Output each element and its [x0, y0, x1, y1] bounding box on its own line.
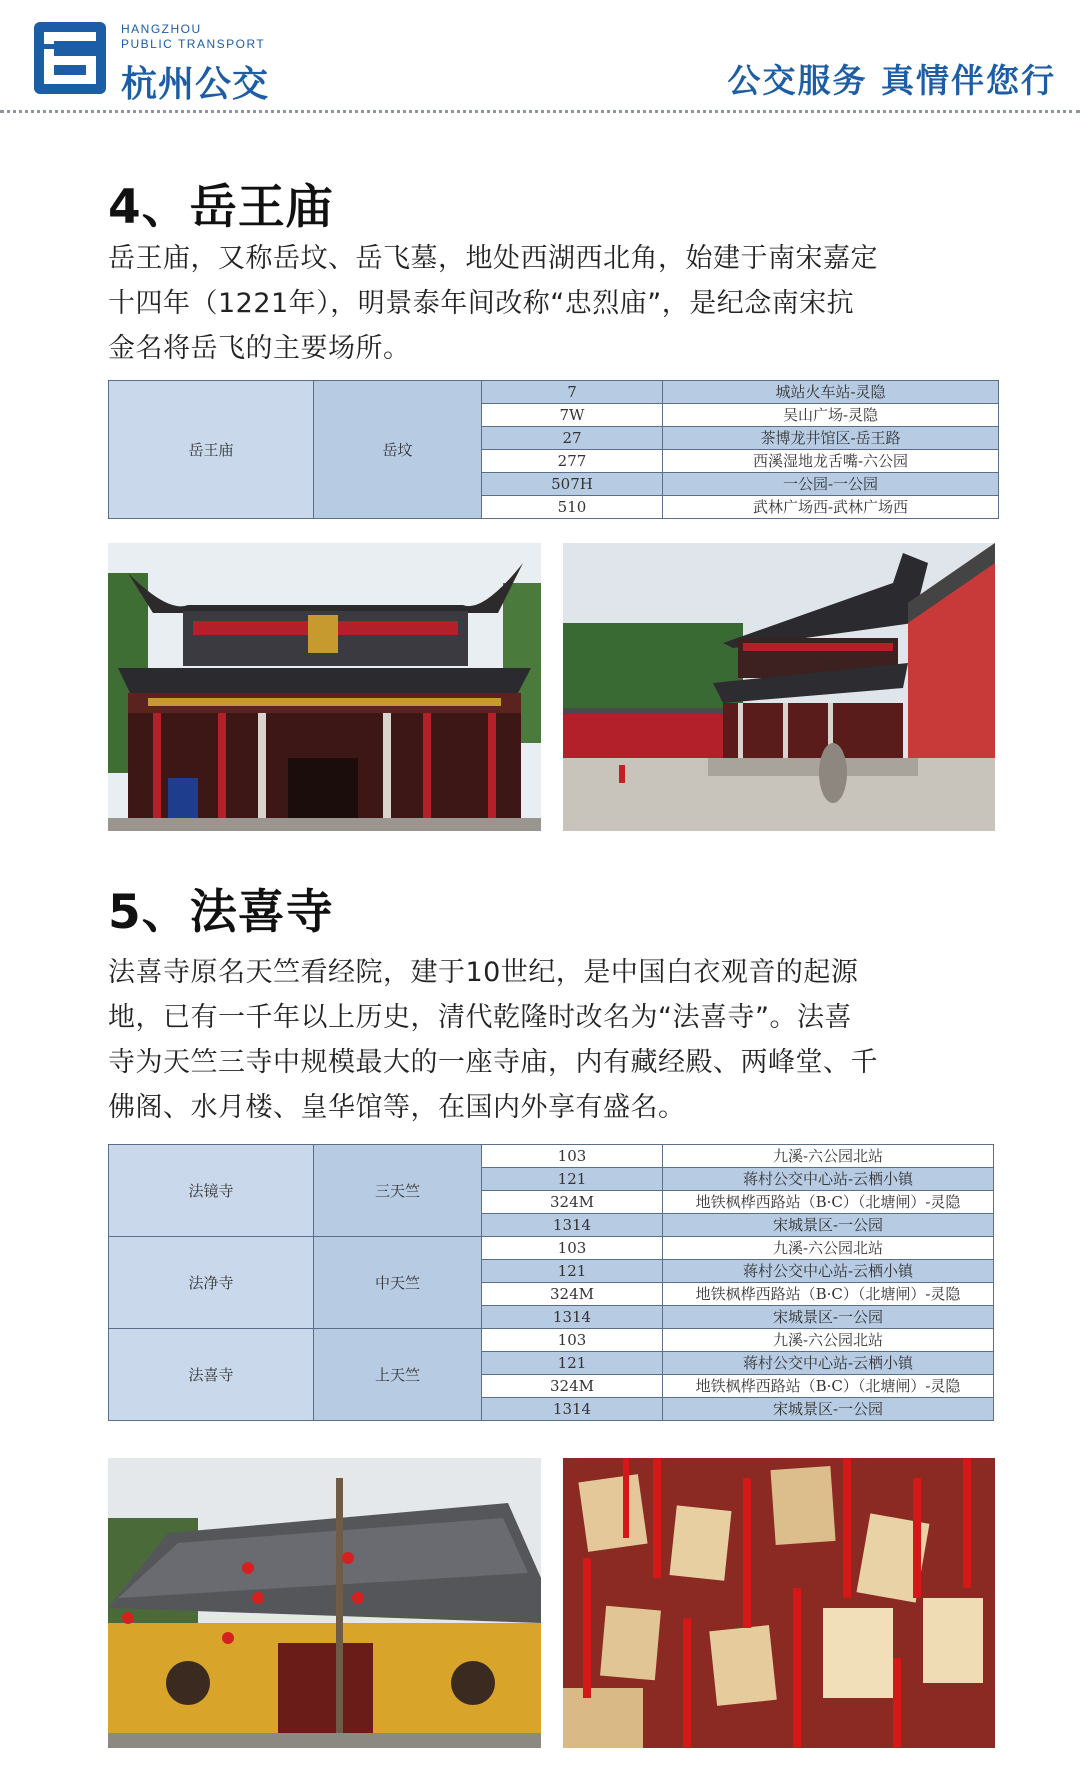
section-title-yuewang: 4、岳王庙: [108, 180, 334, 235]
section-desc-yuewang: [108, 236, 978, 371]
route-number: 103: [482, 1329, 663, 1352]
route-destination: 宋城景区-一公园: [663, 1306, 994, 1329]
photo-yuewang-hall: [563, 543, 995, 831]
photo-yuewang-gate: [108, 543, 541, 831]
desc-line: 岳王庙，又称岳坟、岳飞墓，地处西湖西北角，始建于南宋嘉定: [108, 243, 878, 274]
route-destination: 一公园-一公园: [663, 473, 999, 496]
route-number: 121: [482, 1260, 663, 1283]
route-number: 121: [482, 1168, 663, 1191]
route-table-faxi: [108, 1144, 994, 1421]
logo-en-line2: PUBLIC TRANSPORT: [121, 37, 266, 51]
section-title-faxi: 5、法喜寺: [108, 885, 334, 940]
route-destination: 宋城景区-一公园: [663, 1398, 994, 1421]
desc-line: 金名将岳飞的主要场所。: [108, 333, 411, 364]
route-number: 324M: [482, 1375, 663, 1398]
route-destination: 地铁枫桦西路站（B·C）（北塘闸）-灵隐: [663, 1283, 994, 1306]
stop-cell: 岳坟: [314, 381, 482, 519]
place-cell: 法镜寺: [109, 1145, 314, 1237]
table-row: [109, 1329, 994, 1352]
route-number: 103: [482, 1145, 663, 1168]
desc-line: 地，已有一千年以上历史，清代乾隆时改名为“法喜寺”。法喜: [108, 1002, 852, 1033]
table-row: [109, 1237, 994, 1260]
route-number: 324M: [482, 1191, 663, 1214]
header-divider: [0, 110, 1080, 113]
table-row: [109, 1145, 994, 1168]
logo-chinese: 杭州公交: [121, 64, 270, 105]
route-number: 1314: [482, 1398, 663, 1421]
route-destination: 九溪-六公园北站: [663, 1145, 994, 1168]
route-number: 7W: [482, 404, 663, 427]
route-destination: 地铁枫桦西路站（B·C）（北塘闸）-灵隐: [663, 1191, 994, 1214]
desc-line: 寺为天竺三寺中规模最大的一座寺庙，内有藏经殿、两峰堂、千: [108, 1047, 878, 1078]
route-number: 510: [482, 496, 663, 519]
logo-english: [121, 22, 265, 52]
route-destination: 蒋村公交中心站-云栖小镇: [663, 1168, 994, 1191]
table-row: [109, 381, 999, 404]
place-cell: 法喜寺: [109, 1329, 314, 1421]
route-destination: 吴山广场-灵隐: [663, 404, 999, 427]
route-destination: 西溪湿地龙舌嘴-六公园: [663, 450, 999, 473]
photo-faxi-temple-hall: [108, 1458, 541, 1748]
photo-faxi-wishing-plaques: [563, 1458, 995, 1748]
route-destination: 蒋村公交中心站-云栖小镇: [663, 1260, 994, 1283]
hangzhou-bus-logo-icon: [34, 22, 106, 94]
route-number: 324M: [482, 1283, 663, 1306]
route-number: 1314: [482, 1306, 663, 1329]
logo-en-line1: HANGZHOU: [121, 22, 202, 36]
route-number: 7: [482, 381, 663, 404]
route-destination: 九溪-六公园北站: [663, 1329, 994, 1352]
route-number: 27: [482, 427, 663, 450]
route-number: 121: [482, 1352, 663, 1375]
route-number: 103: [482, 1237, 663, 1260]
desc-line: 十四年（1221年），明景泰年间改称“忠烈庙”，是纪念南宋抗: [108, 288, 855, 319]
stop-cell: 中天竺: [314, 1237, 482, 1329]
route-destination: 宋城景区-一公园: [663, 1214, 994, 1237]
route-number: 277: [482, 450, 663, 473]
route-destination: 九溪-六公园北站: [663, 1237, 994, 1260]
desc-line: 佛阁、水月楼、皇华馆等，在国内外享有盛名。: [108, 1092, 686, 1123]
place-cell: 岳王庙: [109, 381, 314, 519]
route-number: 1314: [482, 1214, 663, 1237]
section-desc-faxi: [108, 950, 978, 1130]
route-destination: 地铁枫桦西路站（B·C）（北塘闸）-灵隐: [663, 1375, 994, 1398]
place-cell: 法净寺: [109, 1237, 314, 1329]
route-number: 507H: [482, 473, 663, 496]
route-destination: 茶博龙井馆区-岳王路: [663, 427, 999, 450]
route-destination: 武林广场西-武林广场西: [663, 496, 999, 519]
route-destination: 蒋村公交中心站-云栖小镇: [663, 1352, 994, 1375]
route-destination: 城站火车站-灵隐: [663, 381, 999, 404]
stop-cell: 上天竺: [314, 1329, 482, 1421]
route-table-yuewang: [108, 380, 999, 519]
page-header: [0, 0, 1080, 118]
desc-line: 法喜寺原名天竺看经院，建于10世纪，是中国白衣观音的起源: [108, 957, 859, 988]
header-slogan: 公交服务 真情伴您行: [727, 61, 1056, 100]
stop-cell: 三天竺: [314, 1145, 482, 1237]
